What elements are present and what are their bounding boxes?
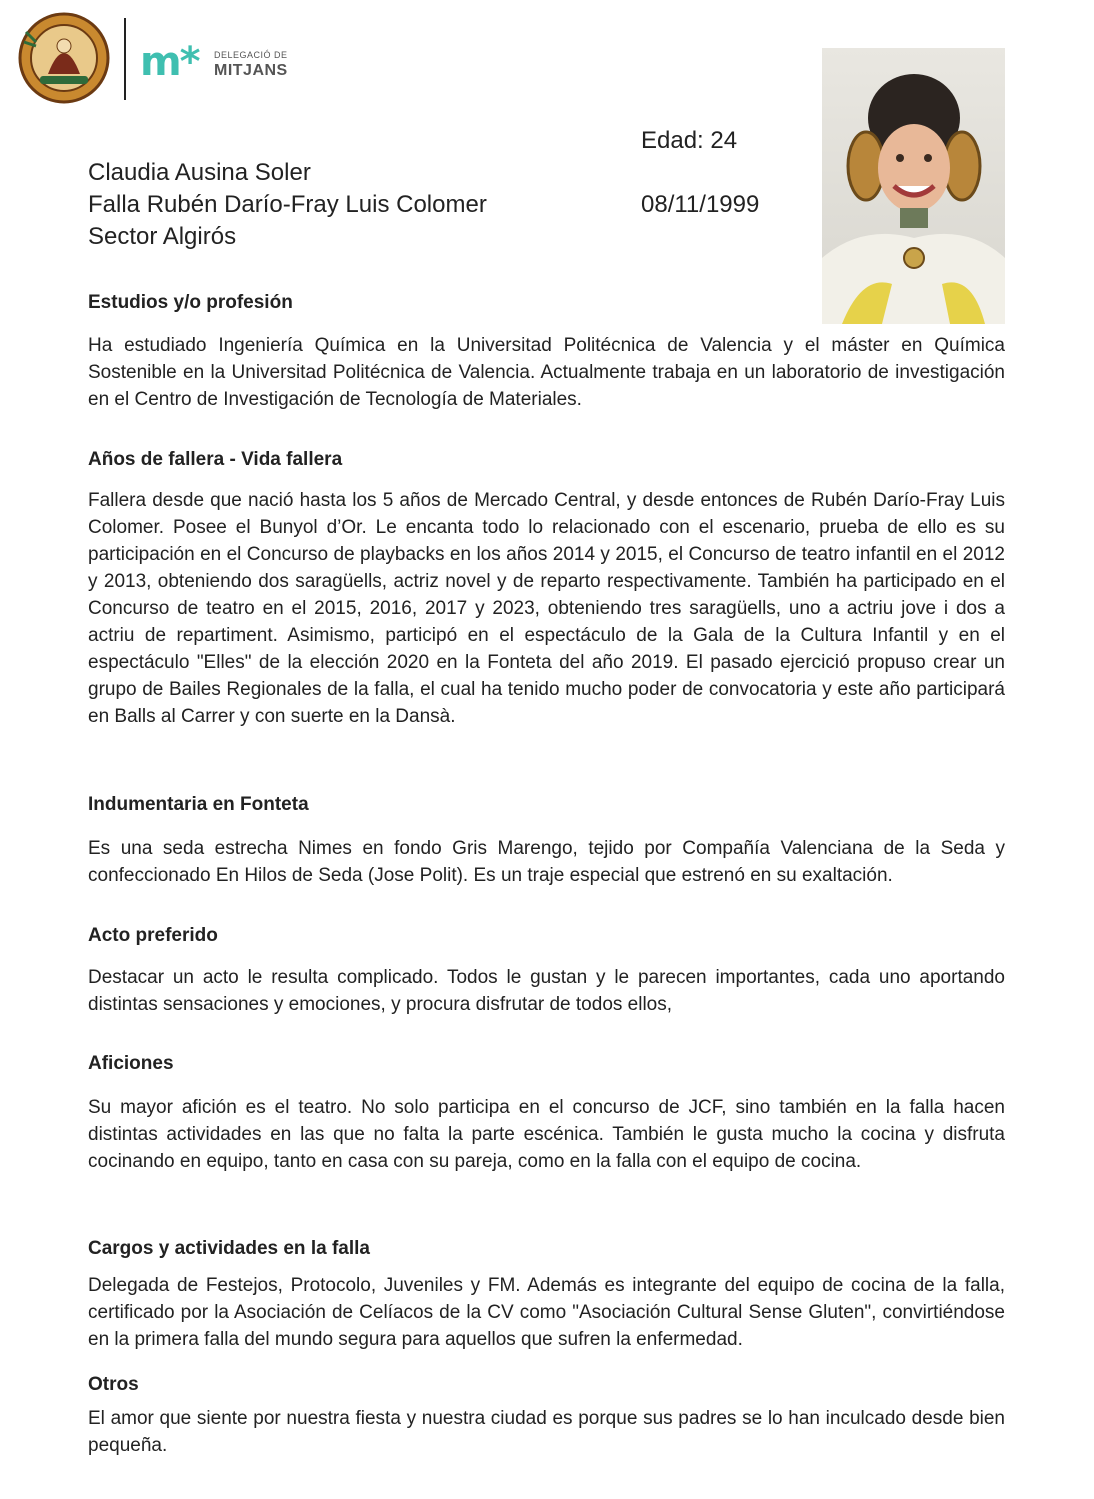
age: Edad: 24 — [641, 127, 738, 154]
section-body-aficiones: Su mayor afición es el teatro. No solo participa en el concurso de JCF, sino también en la falla hacen distintas actividades en las que no falta la parte escénica. También le gusta mucho la cocina y disfruta cocinando en equipo, tanto en casa con su pareja, como en la falla con el equipo de cocina. — [88, 1097, 1005, 1172]
section-title-otros: Otros — [88, 1374, 139, 1395]
falla-seal-logo — [18, 12, 110, 104]
falla-name: Falla Rubén Darío-Fray Luis Colomer — [88, 191, 487, 218]
section-body-indumentaria: Es una seda estrecha Nimes en fondo Gris Marengo, tejido por Compañía Valenciana de la Seda y confeccionado En Hilos de Seda (Jose Polit). Es un traje especial que estrenó en su exaltación. — [88, 838, 1005, 886]
section-title-cargos: Cargos y actividades en la falla — [88, 1238, 370, 1259]
section-body-vida-fallera: Fallera desde que nació hasta los 5 años de Mercado Central, y desde entonces de Rubén Darío-Fray Luis Colomer. Posee el Bunyol d’Or. Le encanta todo lo relacionado con el escenario, prueba de ello es su participación en el Concurso de playbacks en los años 2014 y 2015, el Concurso de teatro infantil en el 2012 y 2013, obteniendo dos saragüells, actriz novel y de reparto respectivamente. También ha participado en el Concurso de teatro en el 2015, 2016, 2017 y 2023, obteniendo tres saragüells, uno a actriu jove i dos a actriu de repartiment. Asimismo, participó en el espectáculo de la Gala de la Cultura Infantil y en el espectáculo "Elles" de la elección 2020 en la Fonteta del año 2019. El pasado ejercició propuso crear un grupo de Bailes Regionales de la falla, el cual ha tenido mucho poder de convocatoria y este año participará en Balls al Carrer y con suerte en la Dansà. — [88, 490, 1005, 727]
section-title-aficiones: Aficiones — [88, 1053, 174, 1074]
delegacio-mitjans-logo — [140, 40, 290, 86]
mitjans-small-text: DELEGACIÓ DE — [214, 50, 288, 60]
section-title-estudios: Estudios y/o profesión — [88, 292, 293, 313]
section-title-acto-preferido: Acto preferido — [88, 925, 218, 946]
section-title-vida-fallera: Años de fallera - Vida fallera — [88, 449, 343, 470]
mitjans-big-text: MITJANS — [214, 62, 288, 79]
person-name: Claudia Ausina Soler — [88, 159, 311, 186]
section-body-cargos: Delegada de Festejos, Protocolo, Juveniles y FM. Además es integrante del equipo de cocina de la falla, certificado por la Asociación de Celíacos de la CV como "Asociación Cultural Sense Gluten", convirtiéndose en la primera falla del mundo segura para aquellos que sufren la enfermedad. — [88, 1275, 1005, 1350]
section-body-estudios: Ha estudiado Ingeniería Química en la Universitad Politécnica de Valencia y el máster en Química Sostenible en la Universitad Politécnica de Valencia. Actualmente trabaja en un laboratorio de investigación en el Centro de Investigación de Tecnología de Materiales. — [88, 335, 1005, 410]
section-body-otros: El amor que siente por nuestra fiesta y nuestra ciudad es porque sus padres se lo han inculcado desde bien pequeña. — [88, 1408, 1005, 1456]
sector-name: Sector Algirós — [88, 223, 237, 250]
logo-divider — [124, 18, 126, 100]
section-title-indumentaria: Indumentaria en Fonteta — [88, 794, 309, 815]
birth-date: 08/11/1999 — [641, 191, 760, 218]
fallera-portrait — [822, 48, 1005, 324]
mitjans-mark: m* — [140, 39, 199, 85]
section-body-acto-preferido: Destacar un acto le resulta complicado. Todos le gustan y le parecen importantes, cada uno aportando distintas sensaciones y emociones, y procura disfrutar de todos ellos, — [88, 967, 1005, 1015]
